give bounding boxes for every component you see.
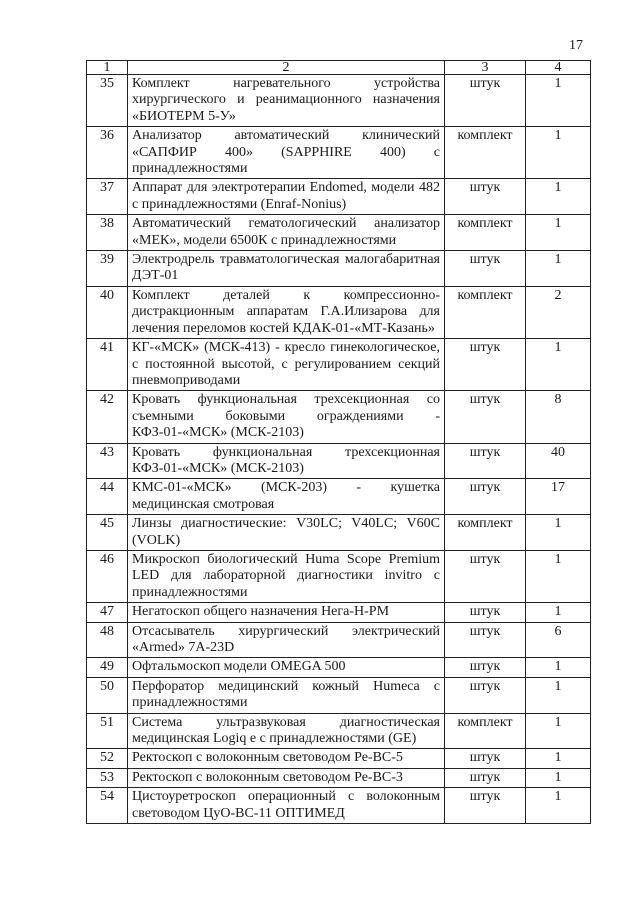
- unit-of-measure: штук: [445, 788, 526, 824]
- unit-of-measure: штук: [445, 622, 526, 658]
- quantity: 1: [526, 339, 591, 391]
- unit-of-measure: штук: [445, 768, 526, 787]
- item-description: Ректоскоп с волоконным световодом Ре-ВС-3: [128, 768, 445, 787]
- item-description: КМС-01-«МСК» (МСК-203) - кушетка медицинская смотровая: [128, 479, 445, 515]
- table-row: [87, 75, 591, 127]
- quantity: 8: [526, 391, 591, 443]
- table-row: [87, 622, 591, 658]
- row-number: 53: [87, 768, 128, 787]
- quantity: 1: [526, 251, 591, 287]
- table-row: [87, 515, 591, 551]
- table-row: [87, 179, 591, 215]
- item-description: Автоматический гематологический анализатор «МЕК», модели 6500К с принадлежностями: [128, 215, 445, 251]
- quantity: 1: [526, 713, 591, 749]
- row-number: 41: [87, 339, 128, 391]
- quantity: 1: [526, 515, 591, 551]
- item-description: Микроскоп биологический Huma Scope Premium LED для лабораторной диагностики invitro с принадлежностями: [128, 550, 445, 602]
- row-number: 45: [87, 515, 128, 551]
- item-description: Отсасыватель хирургический электрический «Armed» 7А-23D: [128, 622, 445, 658]
- item-description: Офтальмоскоп модели OMEGA 500: [128, 658, 445, 677]
- quantity: 1: [526, 677, 591, 713]
- table-row: [87, 251, 591, 287]
- item-description: Цистоуретроскоп операционный с волоконным световодом ЦуО-ВС-11 ОПТИМЕД: [128, 788, 445, 824]
- unit-of-measure: комплект: [445, 286, 526, 338]
- unit-of-measure: комплект: [445, 713, 526, 749]
- unit-of-measure: комплект: [445, 515, 526, 551]
- unit-of-measure: штук: [445, 479, 526, 515]
- quantity: 1: [526, 75, 591, 127]
- header-col-1: 1: [87, 61, 128, 75]
- table-row: [87, 215, 591, 251]
- item-description: Ректоскоп с волоконным световодом Ре-ВС-5: [128, 749, 445, 768]
- quantity: 1: [526, 768, 591, 787]
- table-row: [87, 603, 591, 622]
- quantity: 1: [526, 658, 591, 677]
- unit-of-measure: штук: [445, 391, 526, 443]
- quantity: 1: [526, 179, 591, 215]
- unit-of-measure: штук: [445, 603, 526, 622]
- unit-of-measure: штук: [445, 339, 526, 391]
- unit-of-measure: штук: [445, 443, 526, 479]
- item-description: Линзы диагностические: V30LC; V40LC; V60C (VOLK): [128, 515, 445, 551]
- unit-of-measure: штук: [445, 251, 526, 287]
- table-row: [87, 339, 591, 391]
- table-row: [87, 391, 591, 443]
- unit-of-measure: штук: [445, 677, 526, 713]
- row-number: 36: [87, 127, 128, 179]
- quantity: 1: [526, 603, 591, 622]
- header-row: [87, 61, 591, 75]
- row-number: 54: [87, 788, 128, 824]
- unit-of-measure: штук: [445, 550, 526, 602]
- equipment-table: [86, 60, 591, 824]
- unit-of-measure: штук: [445, 658, 526, 677]
- row-number: 50: [87, 677, 128, 713]
- row-number: 43: [87, 443, 128, 479]
- row-number: 40: [87, 286, 128, 338]
- table-row: [87, 658, 591, 677]
- item-description: Комплект нагревательного устройства хирургического и реанимационного назначения «БИОТЕРМ 5-У»: [128, 75, 445, 127]
- quantity: 40: [526, 443, 591, 479]
- header-col-3: 3: [445, 61, 526, 75]
- quantity: 1: [526, 749, 591, 768]
- quantity: 1: [526, 127, 591, 179]
- row-number: 37: [87, 179, 128, 215]
- quantity: 17: [526, 479, 591, 515]
- table-row: [87, 479, 591, 515]
- unit-of-measure: штук: [445, 749, 526, 768]
- item-description: Комплект деталей к компрессионно-дистракционным аппаратам Г.А.Илизарова для лечения переломов костей КДАК-01-«МТ-Казань»: [128, 286, 445, 338]
- item-description: Кровать функциональная трехсекционная КФЗ-01-«МСК» (МСК-2103): [128, 443, 445, 479]
- row-number: 51: [87, 713, 128, 749]
- row-number: 39: [87, 251, 128, 287]
- row-number: 52: [87, 749, 128, 768]
- item-description: КГ-«МСК» (МСК-413) - кресло гинекологическое, с постоянной высотой, с регулированием секций пневмоприводами: [128, 339, 445, 391]
- table-row: [87, 677, 591, 713]
- unit-of-measure: комплект: [445, 127, 526, 179]
- quantity: 1: [526, 550, 591, 602]
- unit-of-measure: штук: [445, 179, 526, 215]
- row-number: 44: [87, 479, 128, 515]
- table-row: [87, 550, 591, 602]
- item-description: Негатоскоп общего назначения Нега-Н-РМ: [128, 603, 445, 622]
- row-number: 49: [87, 658, 128, 677]
- table-body: [87, 75, 591, 824]
- table-row: [87, 443, 591, 479]
- row-number: 48: [87, 622, 128, 658]
- row-number: 46: [87, 550, 128, 602]
- quantity: 6: [526, 622, 591, 658]
- table-row: [87, 127, 591, 179]
- item-description: Перфоратор медицинский кожный Humeca с принадлежностями: [128, 677, 445, 713]
- header-col-4: 4: [526, 61, 591, 75]
- unit-of-measure: штук: [445, 75, 526, 127]
- row-number: 38: [87, 215, 128, 251]
- row-number: 42: [87, 391, 128, 443]
- item-description: Кровать функциональная трехсекционная со съемными боковыми ограждениями - КФЗ-01-«МСК» (МСК-2103): [128, 391, 445, 443]
- quantity: 1: [526, 788, 591, 824]
- quantity: 2: [526, 286, 591, 338]
- quantity: 1: [526, 215, 591, 251]
- item-description: Анализатор автоматический клинический «САПФИР 400» (SAPPHIRE 400) с принадлежностями: [128, 127, 445, 179]
- table-row: [87, 768, 591, 787]
- row-number: 47: [87, 603, 128, 622]
- page-number: 17: [569, 38, 583, 53]
- table-row: [87, 749, 591, 768]
- item-description: Электродрель травматологическая малогабаритная ДЭТ-01: [128, 251, 445, 287]
- row-number: 35: [87, 75, 128, 127]
- table-row: [87, 286, 591, 338]
- unit-of-measure: комплект: [445, 215, 526, 251]
- item-description: Аппарат для электротерапии Endomed, модели 482 с принадлежностями (Enraf-Nonius): [128, 179, 445, 215]
- table-row: [87, 788, 591, 824]
- header-col-2: 2: [128, 61, 445, 75]
- item-description: Система ультразвуковая диагностическая медицинская Logiq e с принадлежностями (GE): [128, 713, 445, 749]
- table-row: [87, 713, 591, 749]
